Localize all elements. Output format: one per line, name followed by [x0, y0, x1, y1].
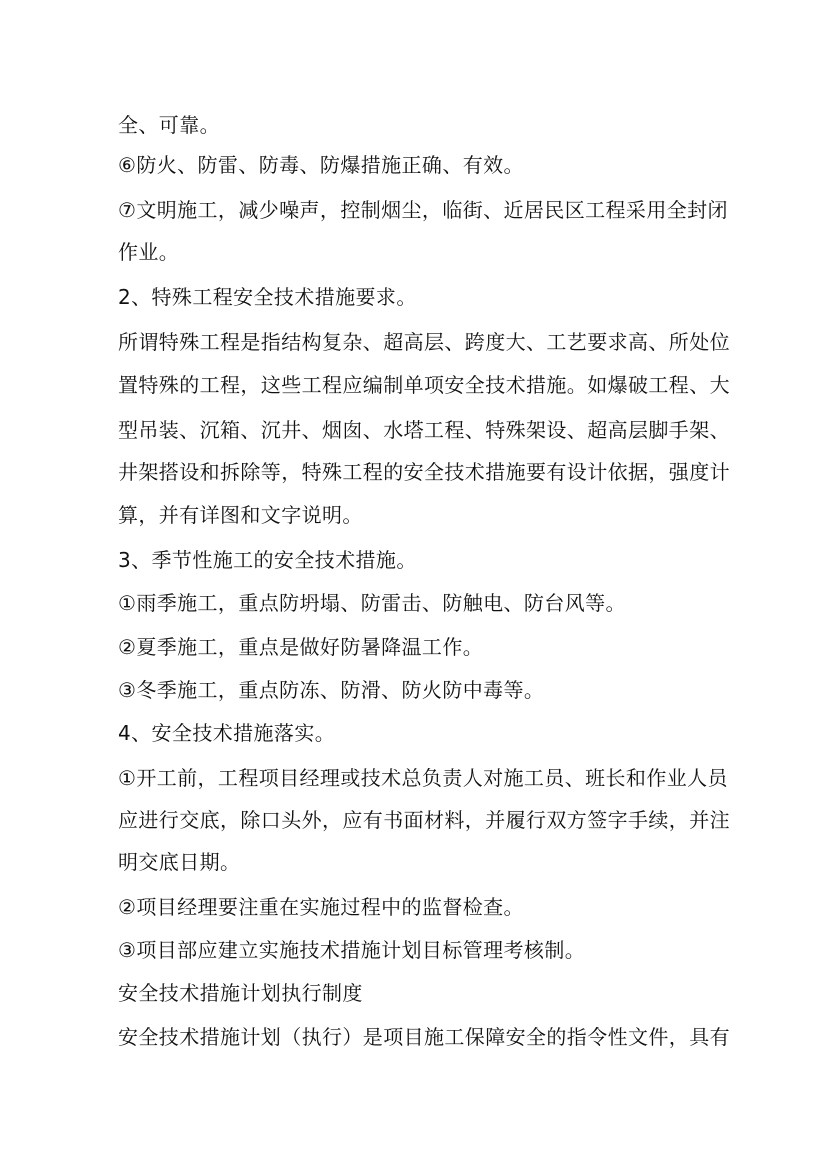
text-line: 算，并有详图和文字说明。	[118, 503, 363, 527]
text-line: ⑦文明施工，减少噪声，控制烟尘，临街、近居民区工程采用全封闭	[118, 198, 728, 222]
text-line: 3、季节性施工的安全技术措施。	[118, 548, 417, 572]
text-line: 井架搭设和拆除等，特殊工程的安全技术措施要有设计依据，强度计	[118, 460, 730, 484]
text-line: 所谓特殊工程是指结构复杂、超高层、跨度大、工艺要求高、所处位	[118, 330, 730, 354]
text-line: ②项目经理要注重在实施过程中的监督检查。	[118, 895, 524, 919]
text-line: 安全技术措施计划（执行）是项目施工保障安全的指令性文件，具有	[118, 1025, 730, 1049]
text-line: 置特殊的工程，这些工程应编制单项安全技术措施。如爆破工程、大	[118, 373, 730, 397]
text-line: ②夏季施工，重点是做好防暑降温工作。	[118, 635, 484, 659]
text-line: 应进行交底，除口头外，应有书面材料，并履行双方签字手续，并注	[118, 808, 730, 832]
text-line: ①开工前，工程项目经理或技术总负责人对施工员、班长和作业人员	[118, 766, 728, 790]
text-line: ③冬季施工，重点防冻、防滑、防火防中毒等。	[118, 678, 545, 702]
text-line: 2、特殊工程安全技术措施要求。	[118, 285, 417, 309]
text-line: 明交底日期。	[118, 850, 241, 874]
text-line: 4、安全技术措施落实。	[118, 721, 336, 745]
text-line: 全、可靠。	[118, 113, 220, 137]
text-line: 安全技术措施计划执行制度	[118, 981, 363, 1005]
text-line: 作业。	[118, 240, 180, 264]
text-line: ⑥防火、防雷、防毒、防爆措施正确、有效。	[118, 153, 524, 177]
text-line: ①雨季施工，重点防坍塌、防雷击、防触电、防台风等。	[118, 591, 626, 615]
text-line: ③项目部应建立实施技术措施计划目标管理考核制。	[118, 938, 586, 962]
text-line: 型吊装、沉箱、沉井、烟囱、水塔工程、特殊架设、超高层脚手架、	[118, 418, 730, 442]
